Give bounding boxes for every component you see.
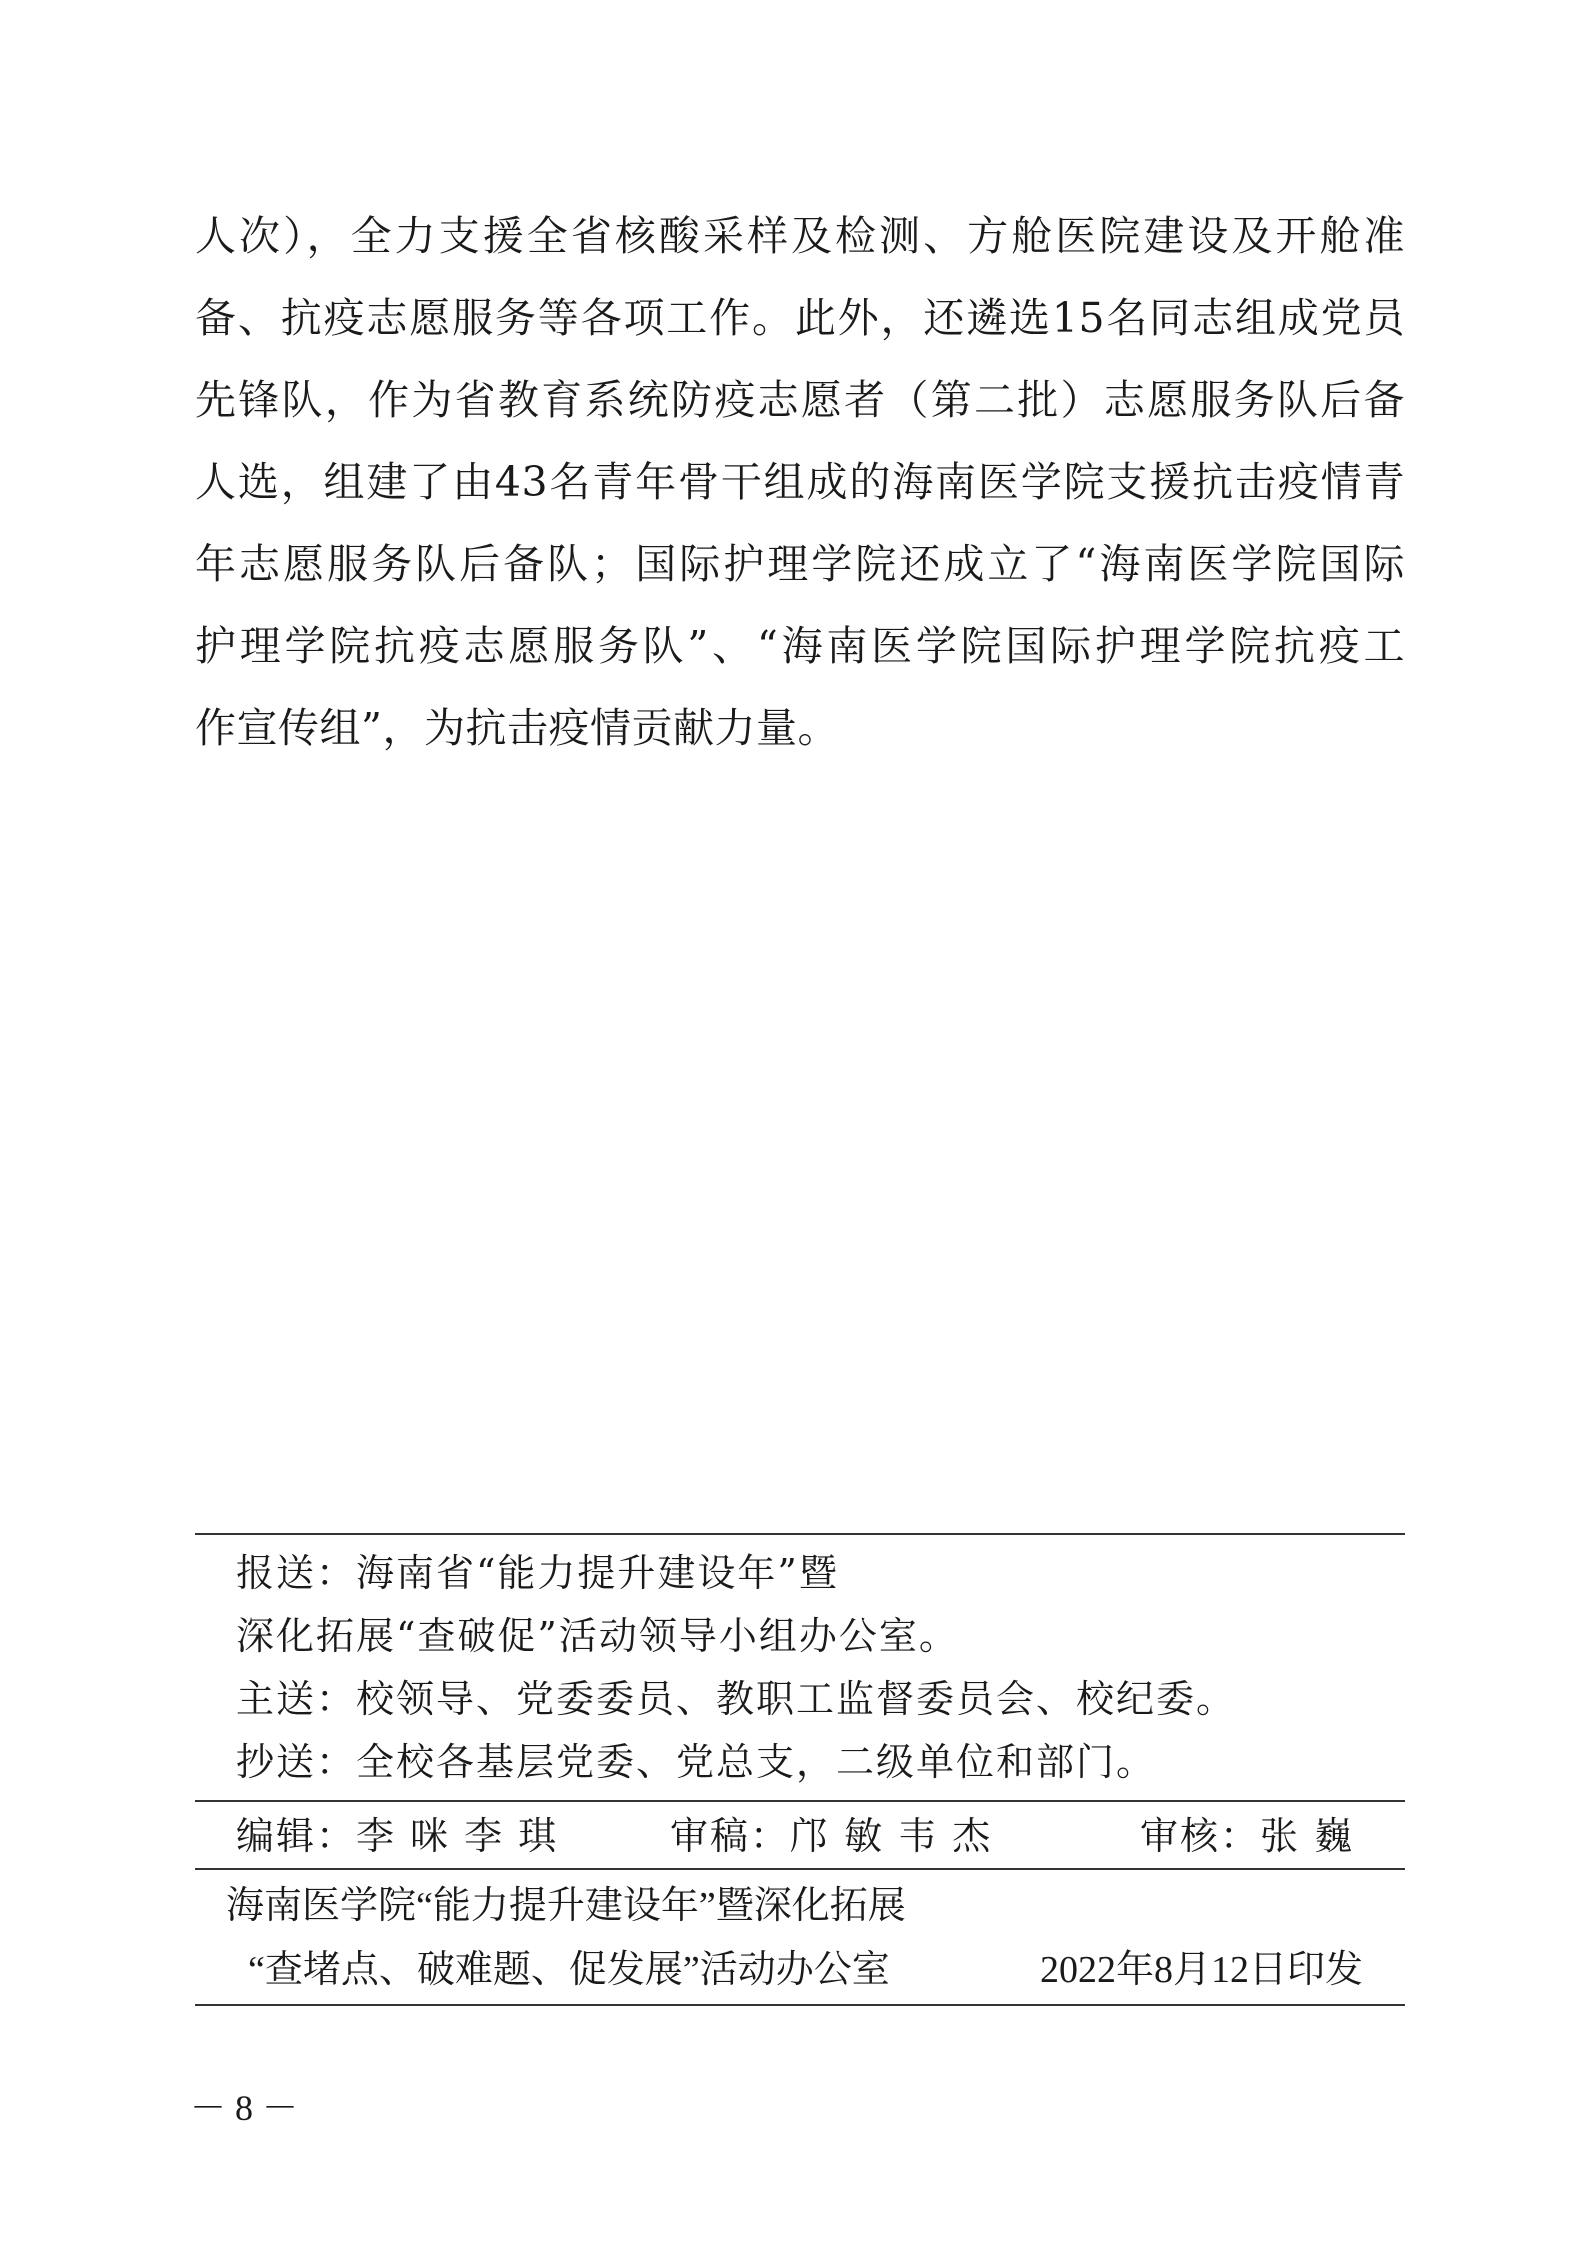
editor-text: 编辑：李 咪 李 琪 [236,1814,559,1858]
report-to-line1: 报送：海南省“能力提升建设年”暨 [236,1551,839,1595]
issue-date: 2022年8月12日印发 [1040,1949,1364,1991]
divider-top [195,1533,1405,1535]
issuing-office-line1: 海南医学院“能力提升建设年”暨深化拓展 [226,1885,906,1927]
divider-lower [195,1868,1405,1870]
body-line: 作宣传组”，为抗击疫情贡献力量。 [195,704,839,752]
divider-bottom [195,2004,1405,2006]
reviewer-text: 审稿：邝 敏 韦 杰 [670,1814,993,1858]
body-line: 人次），全力支援全省核酸采样及检测、方舱医院建设及开舱准 [195,212,1405,260]
body-line: 先锋队，作为省教育系统防疫志愿者（第二批）志愿服务队后备 [195,376,1405,424]
body-line: 人选，组建了由43名青年骨干组成的海南医学院支援抗击疫情青 [195,458,1405,506]
divider-middle [195,1800,1405,1802]
body-line: 备、抗疫志愿服务等各项工作。此外，还遴选15名同志组成党员 [195,294,1405,342]
approver-text: 审核：张 巍 [1140,1814,1355,1858]
copy-send-line: 抄送：全校各基层党委、党总支，二级单位和部门。 [236,1740,1157,1784]
page-number: － 8 － [190,2088,299,2128]
issuing-office-line2: “查堵点、破难题、促发展”活动办公室 [248,1949,890,1991]
report-to-line2: 深化拓展“查破促”活动领导小组办公室。 [236,1614,959,1658]
main-send-line: 主送：校领导、党委委员、教职工监督委员会、校纪委。 [236,1677,1237,1721]
editors-row [0,1810,1586,1862]
body-line: 年志愿服务队后备队；国际护理学院还成立了“海南医学院国际 [195,540,1405,588]
body-line: 护理学院抗疫志愿服务队”、“海南医学院国际护理学院抗疫工 [195,622,1405,670]
